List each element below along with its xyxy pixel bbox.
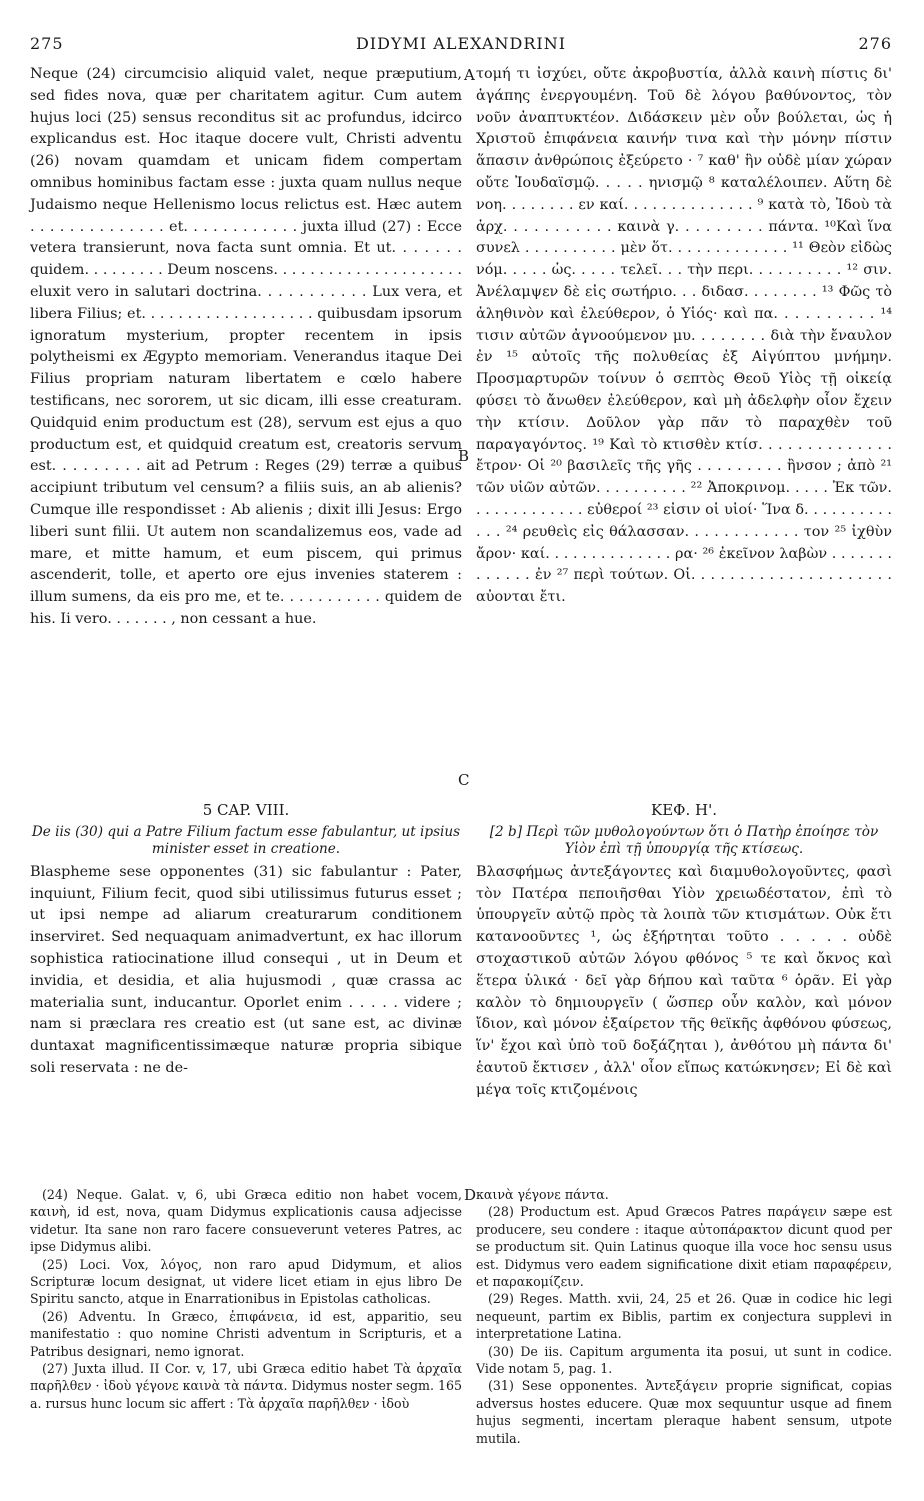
margin-marker-d: D [464, 1186, 477, 1204]
footnotes-right [476, 1186, 892, 1447]
latin-chapter [30, 800, 462, 1080]
margin-marker-c: C [458, 771, 470, 789]
greek-text-top [476, 64, 892, 609]
chapter-heading-latin: 5 CAP. VIII. [202, 801, 290, 819]
chapter-body-latin: Blaspheme sese opponentes (31) sic fabulantur : Pater, inquiunt, Filium fecit, quod sibi utilissimus futurus esset ; ut ipsi nempe ad aliarum creaturarum conditionem inserviret. Sed nequaquam animadvertunt, ex hac illorum sophistica ratiocinatione illud consequi , ut in Deum et invidia, et desidia, et alia hujusmodi , quæ crassa ac materialia sunt, inducantur. Oporlet enim . . . . . videre ; nam si præclara res creatio est (ut sane est, ac divinæ duntaxat magnificentissimæque naturæ propria sibique soli reservata : ne de- [30, 863, 462, 1076]
chapter-subtitle-greek: [2 b] Περὶ τῶν μυθολογούντων ὅτι ὁ Πατὴρ ἐποίησε τὸν Υἱὸν ἐπὶ τῇ ὑπουργίᾳ τῆς κτίσεως. [489, 823, 879, 857]
footnote: (28) Productum est. Apud Græcos Patres παράγειν sæpe est producere, seu condere : itaque αὐτοπάρακτον dicunt quod per se productum sit. Quin Latinus quoque illa voce hoc sensu usus est. Didymus vero eadem significatione dixit etiam παραφέρειν, et παρακομίζειν. [476, 1204, 892, 1290]
chapter-subtitle-latin: De iis (30) qui a Patre Filium factum esse fabulantur, ut ipsius minister esset in creatione. [31, 823, 461, 857]
greek-chapter [476, 800, 892, 1102]
footnote: (31) Sese opponentes. Ἀντεξάγειν proprie significat, copias adversus hostes educere. Quæ mox sequuntur usque ad finem hujus segmenti, incertam pleraque habent sensum, utpote mutila. [476, 1378, 892, 1446]
footnotes-left [30, 1186, 462, 1412]
chapter-body-greek: Βλασφήμως ἀντεξάγοντες καὶ διαμυθολογοῦντες, φασὶ τὸν Πατέρα πεποιῆσθαι Υἱὸν χρειωδέστατον, ἐπὶ τὸ ὑπουργεῖν αὐτῷ πρὸς τὰ λοιπὰ τῶν κτισμάτων. Οὐκ ἔτι κατανοοῦντες ¹, ὡς ἐξήρτηται τοῦτο . . . . . οὐδὲ στοχαστικοῦ αὐτῶν λόγου φθόνος ⁵ τε καὶ ὄκνος καὶ ἕτερα ὑλικά · δεῖ γὰρ δήπου καὶ ταῦτα ⁶ ὁρᾶν. Εἰ γὰρ καλὸν τὸ δημιουργεῖν ( ὥσπερ οὖν καλὸν, καὶ μόνον ἴδιον, καὶ μόνον ἐξαίρετον τῆς θεϊκῆς ἀφθόνου φύσεως, ἵν' ἔχοι καὶ ὑπὸ τοῦ δοξάζηται ), ἀνθότου μὴ πάντα δι' ἑαυτοῦ ἔκτισεν , ἀλλ' οἷον εἴπως κατώκνησεν; Εἰ δὲ καὶ μέγα τοῖς κτιζομένοις [476, 863, 892, 1098]
footnote: (30) De iis. Capitum argumenta ita posui, ut sunt in codice. Vide notam 5, pag. 1. [476, 1343, 892, 1377]
page-number-right: 276 [858, 34, 892, 53]
footnote-continuation: καινὰ γέγονε πάντα. [476, 1187, 609, 1202]
greek-paragraph: τομή τι ἰσχύει, οὔτε ἀκροβυστία, ἀλλὰ καινὴ πίστις δι' ἀγάπης ἐνεργουμένη. Τοῦ δὲ λόγου βαθύνοντος, τὸν νοῦν ἀναπτυκτέον. Διδάσκειν μὲν οὖν βούλεται, ὡς ἡ Χριστοῦ ἐπιφάνεια καινήν τινα καὶ τὴν μόνην πίστιν ἅπασιν ἀνθρώποις ἐξεύρετο · ⁷ καθ' ἣν οὐδὲ μίαν χώραν οὔτε Ἰουδαϊσμῷ. . . . . ηνισμῷ ⁸ καταλέλοιπεν. Αὕτη δὲ νοη. . . . . . . . εν καί. . . . . . . . . . . . . . ⁹ κατὰ τὸ, Ἰδοὺ τὰ ἀρχ. . . . . . . . . . . καινὰ γ. . . . . . . . . πάντα. ¹⁰Καὶ ἵνα συνελ . . . . . . . . . . μὲν ὅτ. . . . . . . . . . . . . ¹¹ Θεὸν εἰδὼς νόμ. . . . . ὡς. . . . . τελεῖ. . . τὴν περι. . . . . . . . . . ¹² σιν. Ἀνέλαμψεν δὲ εἰς σωτήριο. . . διδασ. . . . . . . . ¹³ Φῶς τὸ ἀληθινὸν καὶ ἐλεύθερον, ὁ Υἱός· καὶ πα. . . . . . . . . . ¹⁴ τισιν αὐτῶν ἀγνοούμενον μυ. . . . . . . . διὰ τὴν ἔναυλον ἐν ¹⁵ αὐτοῖς τῆς πολυθείας ἐξ Αἰγύπτου μνήμην. Προσμαρτυρῶν τοίνυν ὁ σεπτὸς Θεοῦ Υἱὸς τῇ οἰκείᾳ φύσει τὸ ἄνωθεν ἐλεύθερον, καὶ μὴ ἀδελφὴν οἷον ἔχειν τὴν κτίσιν. Δοῦλον γὰρ πᾶν τὸ παραχθὲν τοῦ παραγαγόντος. ¹⁹ Καὶ τὸ κτισθὲν κτίσ. . . . . . . . . . . . . . ἔτρον· Οἱ ²⁰ βασιλεῖς τῆς γῆς . . . . . . . . . ἢνσον ; ἀπὸ ²¹ τῶν υἱῶν αὐτῶν. . . . . . . . . . ²² Ἀποκρινομ. . . . . Ἐκ τῶν. . . . . . . . . . . . . εὐθεροί ²³ εἰσιν οἱ υἱοί· Ἵνα δ. . . . . . . . . . . . . ²⁴ ρευθεὶς εἰς θάλασσαν. . . . . . . . . . . . τον ²⁵ ἰχθὺν ἄρον· καί. . . . . . . . . . . . . . ρα· ²⁶ ἐκεῖνον λαβὼν . . . . . . . . . . . . . ἐν ²⁷ περὶ τούτων. Οἱ. . . . . . . . . . . . . . . . . . . . . αὐονται ἔτι. [476, 66, 892, 606]
footnote: (29) Reges. Matth. xvii, 24, 25 et 26. Quæ in codice hic legi nequeunt, partim ex Biblis, partim ex conjectura supplevi in interpretatione Latina. [476, 1291, 892, 1342]
latin-text-top [30, 64, 462, 631]
footnote: (26) Adventu. In Græco, ἐπιφάνεια, id est, apparitio, seu manifestatio : quo nomine Christi adventum in Scripturis, et a Patribus designari, nemo ignorat. [30, 1308, 462, 1359]
footnote: (27) Juxta illud. II Cor. v, 17, ubi Græca editio habet Τὰ ἀρχαῖα παρῆλθεν · ἰδοὺ γέγονε καινὰ τὰ πάντα. Didymus noster segm. 165 a. rursus hunc locum sic affert : Τὰ ἀρχαῖα παρῆλθεν · ἰδοὺ [30, 1361, 462, 1411]
page-number-left: 275 [30, 34, 64, 53]
running-title: DIDYMI ALEXANDRINI [355, 34, 567, 53]
chapter-heading-greek: ΚΕΦ. Η'. [651, 801, 717, 819]
margin-marker-a: A [464, 66, 475, 84]
footnote: (25) Loci. Vox, λόγος, non raro apud Didymum, et alios Scripturæ locum designat, ut videre licet etiam in ejus libro De Spiritu sancto, atque in Enarrationibus in Epistolas catholicas. [30, 1256, 462, 1307]
footnote: (24) Neque. Galat. v, 6, ubi Græca editio non habet vocem, καινὴ, id est, nova, quam Didymus explicationis causa adjecisse videtur. Ita sane non raro facere consueverunt veteres Patres, ac ipse Didymus alibi. [30, 1187, 462, 1255]
latin-paragraph: Neque (24) circumcisio aliquid valet, neque præputium, sed fides nova, quæ per charitatem agitur. Cum autem hujus loci (25) sensus reconditus sit ac profundus, idcirco explicandus est. Hoc itaque docere vult, Christi adventu (26) novam quamdam et unicam fidem compertam omnibus hominibus factam esse : juxta quam nullus neque Judaismo neque Hellenismo locus relictus est. Hæc autem . . . . . . . . . . . . . . et. . . . . . . . . . . . juxta illud (27) : Ecce vetera transierunt, nova facta sunt omnia. Et ut. . . . . . . quidem. . . . . . . . . Deum noscens. . . . . . . . . . . . . . . . . . . . . eluxit vero in salutari doctrina. . . . . . . . . . . Lux vera, et libera Filius; et. . . . . . . . . . . . . . . . . . . quibusdam ipsorum ignoratum mysterium, propter recentem in ipsis polytheismi ex Ægypto memoriam. Venerandus itaque Dei Filius propriam naturam libertatem e cœlo habere testificans, nec sororem, ut sic dicam, illi esse creaturam. Quidquid enim productum est (28), servum est ejus a quo productum est, et quidquid creatum est, creatoris servum est. . . . . . . . . ait ad Petrum : Reges (29) terræ a quibus accipiunt tributum vel censum? a filiis suis, an ab alienis? Cumque ille respondisset : Ab alienis ; dixit illi Jesus: Ergo liberi sunt filii. Ut autem non scandalizemus eos, vade ad mare, et mitte hamum, et eum piscem, qui primus ascenderit, tolle, et aperto ore ejus invenies staterem : illum sumens, da eis pro me, et te. . . . . . . . . . . quidem de his. Ii vero. . . . . . . , non cessant a hue. [30, 66, 462, 627]
page-header [30, 34, 892, 58]
margin-marker-b: B [458, 447, 470, 465]
